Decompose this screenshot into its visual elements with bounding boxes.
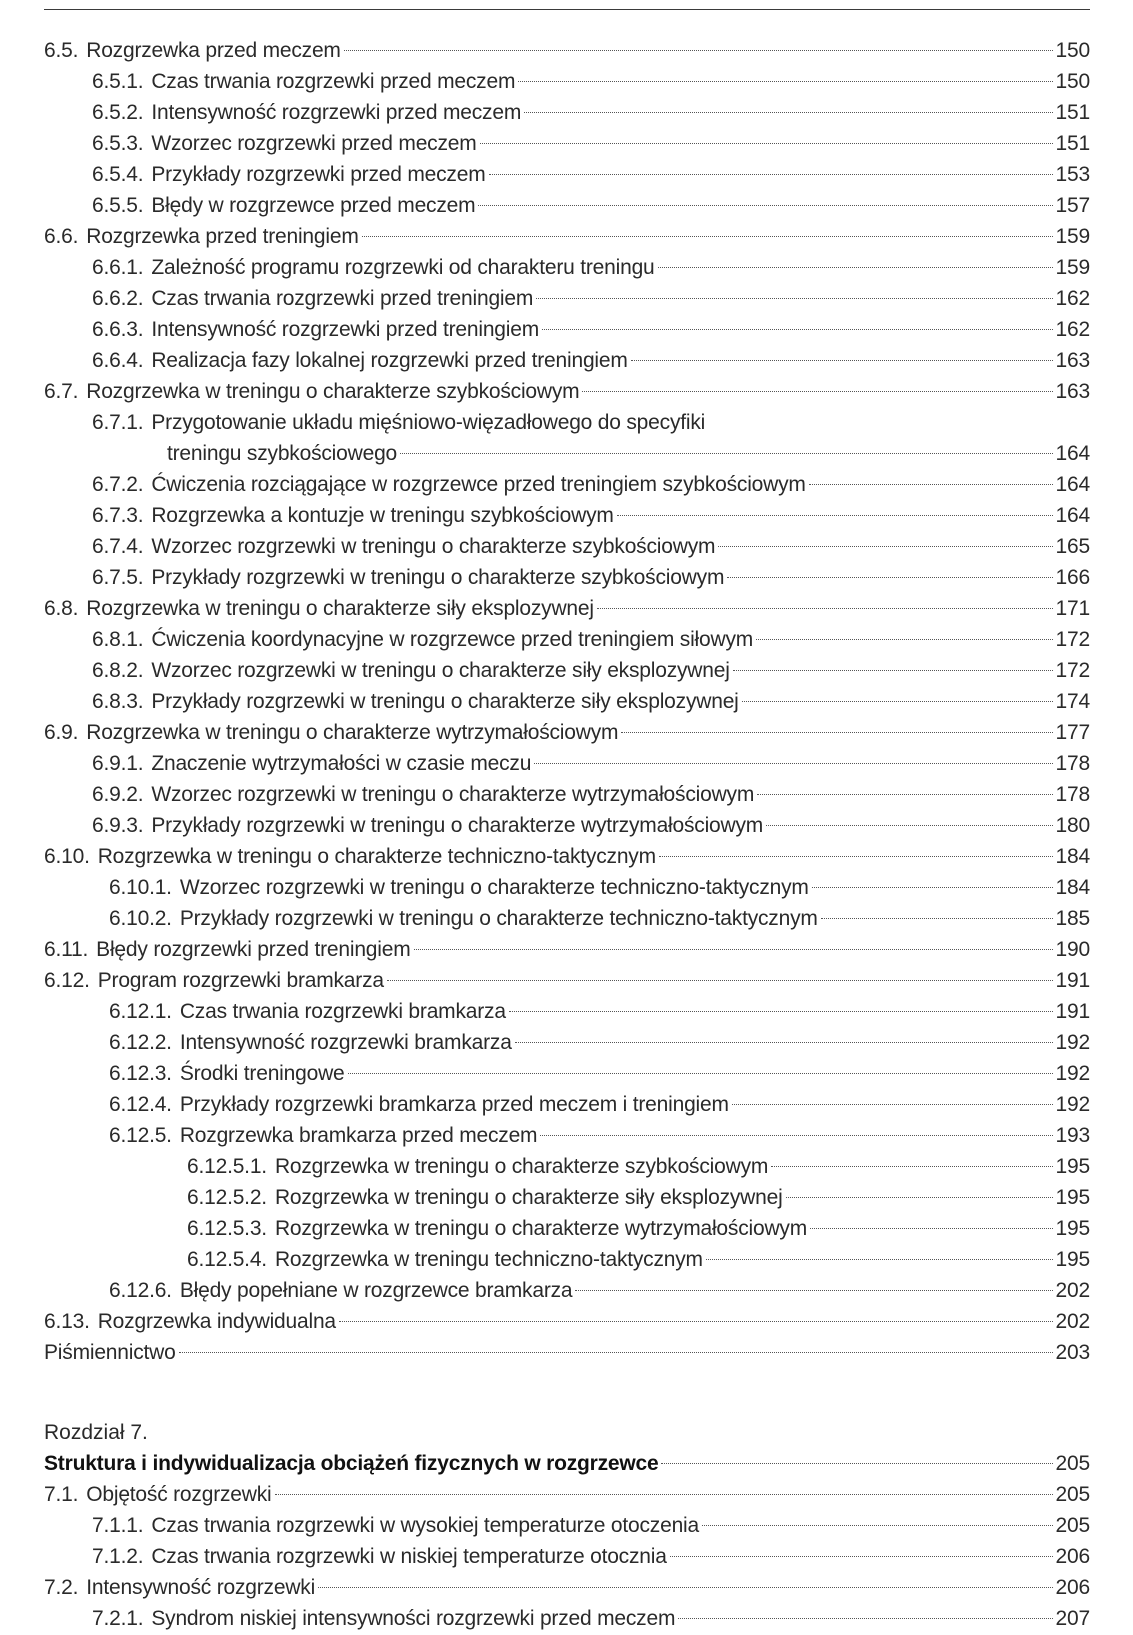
toc-entry-title: Wzorzec rozgrzewki w treningu o charakterze szybkościowym <box>151 535 716 558</box>
toc-entry <box>44 841 1090 872</box>
toc-entry-line2 <box>44 438 1090 469</box>
toc-entry <box>44 593 1090 624</box>
toc-entry <box>44 35 1090 66</box>
toc-entry-number: 7.1.2. <box>92 1545 144 1568</box>
toc-entry-title: Wzorzec rozgrzewki w treningu o charakterze siły eksplozywnej <box>151 659 730 682</box>
toc-entry-title: Rozgrzewka przed treningiem <box>86 225 359 248</box>
toc-entry-number: 6.6.3. <box>92 318 144 341</box>
toc-entry-number: 6.12.4. <box>109 1093 172 1116</box>
toc-entry <box>44 1541 1090 1572</box>
toc-entry <box>44 1244 1090 1275</box>
toc-entry <box>44 500 1090 531</box>
dot-leader <box>771 1166 1052 1167</box>
toc-entry-title: Przykłady rozgrzewki w treningu o charakterze techniczno-taktycznym <box>179 907 818 930</box>
toc-entry-title: Środki treningowe <box>179 1062 345 1085</box>
dot-leader <box>727 577 1052 578</box>
toc-entry <box>44 159 1090 190</box>
toc-entry <box>44 531 1090 562</box>
dot-leader <box>400 453 1053 454</box>
toc-entry-number: 6.5.2. <box>92 101 144 124</box>
toc-entry-page: 192 <box>1055 1062 1090 1085</box>
toc-entry-number: 6.13. <box>44 1310 90 1333</box>
toc-entry-number: 6.5. <box>44 39 79 62</box>
toc-entry-title: Rozgrzewka w treningu o charakterze siły eksplozywnej <box>274 1186 783 1209</box>
toc-entry-title: Realizacja fazy lokalnej rozgrzewki przed treningiem <box>151 349 628 372</box>
toc-entry <box>44 1510 1090 1541</box>
toc-entry-title: Rozgrzewka w treningu o charakterze wytrzymałościowym <box>274 1217 808 1240</box>
toc-entry-number: 6.6.4. <box>92 349 144 372</box>
toc-entry <box>44 562 1090 593</box>
dot-leader <box>275 1494 1053 1495</box>
toc-entry-page: 165 <box>1055 535 1090 558</box>
toc-entry <box>44 190 1090 221</box>
toc-entry <box>44 1089 1090 1120</box>
toc-entry-title: Błędy w rozgrzewce przed meczem <box>151 194 476 217</box>
toc-entry-number: 6.12.2. <box>109 1031 172 1054</box>
toc-entry-page: 162 <box>1055 287 1090 310</box>
toc-entry-page: 191 <box>1055 969 1090 992</box>
toc-entry-number: 6.12.3. <box>109 1062 172 1085</box>
dot-leader <box>542 329 1053 330</box>
toc-entry-number: 7.2.1. <box>92 1607 144 1630</box>
toc-entry-page: 159 <box>1055 256 1090 279</box>
toc-entry-title: Czas trwania rozgrzewki bramkarza <box>179 1000 506 1023</box>
dot-leader <box>757 794 1052 795</box>
toc-entry-page: 163 <box>1055 380 1090 403</box>
dot-leader <box>670 1556 1053 1557</box>
toc-entry-page: 205 <box>1055 1483 1090 1506</box>
toc-entry-number: 6.8.1. <box>92 628 144 651</box>
toc-entry-number: 6.12. <box>44 969 90 992</box>
dot-leader <box>702 1525 1053 1526</box>
toc-entry-page: 207 <box>1055 1607 1090 1630</box>
dot-leader <box>518 81 1052 82</box>
toc-entry <box>44 1213 1090 1244</box>
toc-entry-number: 6.9.1. <box>92 752 144 775</box>
dot-leader <box>706 1259 1053 1260</box>
dot-leader <box>318 1587 1052 1588</box>
dot-leader <box>344 50 1053 51</box>
toc-entry-number: 6.5.4. <box>92 163 144 186</box>
toc-entry-page: 195 <box>1055 1186 1090 1209</box>
toc-entry-title: Syndrom niskiej intensywności rozgrzewki przed meczem <box>151 1607 676 1630</box>
dot-leader <box>661 1463 1052 1464</box>
toc-entry-title: Wzorzec rozgrzewki przed meczem <box>151 132 477 155</box>
toc-entry-page: 193 <box>1055 1124 1090 1147</box>
toc-entry-title: Rozgrzewka w treningu techniczno-taktycznym <box>274 1248 703 1271</box>
toc-entry-page: 206 <box>1055 1545 1090 1568</box>
dot-leader <box>515 1042 1053 1043</box>
toc-entry-title: Program rozgrzewki bramkarza <box>97 969 384 992</box>
toc-entry-page: 203 <box>1055 1341 1090 1364</box>
dot-leader <box>809 484 1053 485</box>
toc-entry <box>44 624 1090 655</box>
dot-leader <box>534 763 1052 764</box>
toc-entry-page: 166 <box>1055 566 1090 589</box>
dot-leader <box>617 515 1053 516</box>
top-rule <box>44 9 1090 10</box>
toc-entry-title: Przygotowanie układu mięśniowo-więzadłowego do specyfiki <box>151 411 706 434</box>
toc-entry <box>44 655 1090 686</box>
toc-entry-number: 6.7.3. <box>92 504 144 527</box>
dot-leader <box>179 1352 1053 1353</box>
toc-entry-page: 162 <box>1055 318 1090 341</box>
toc-entry-number: 7.2. <box>44 1576 79 1599</box>
toc-entry <box>44 1027 1090 1058</box>
dot-leader <box>362 236 1053 237</box>
chapter-title: Struktura i indywidualizacja obciążeń fizycznych w rozgrzewce <box>44 1452 659 1475</box>
dot-leader <box>756 639 1053 640</box>
dot-leader <box>414 949 1053 950</box>
toc-entry-number: 6.12.5.3. <box>187 1217 267 1240</box>
toc-entry-title: Intensywność rozgrzewki <box>86 1576 316 1599</box>
toc-entry <box>44 1479 1090 1510</box>
toc-entry <box>44 1603 1090 1634</box>
toc-entry-page: 163 <box>1055 349 1090 372</box>
toc-entry-title: Rozgrzewka indywidualna <box>97 1310 336 1333</box>
toc-section-6-part1 <box>44 35 1090 407</box>
dot-leader <box>631 360 1053 361</box>
dot-leader <box>733 670 1053 671</box>
toc-entry-number: 6.8. <box>44 597 79 620</box>
toc-entry-page: 190 <box>1055 938 1090 961</box>
chapter-title-entry <box>44 1448 1090 1479</box>
dot-leader <box>766 825 1052 826</box>
toc-entry-page: 178 <box>1055 752 1090 775</box>
toc-entry-number: 6.12.5.2. <box>187 1186 267 1209</box>
toc-entry-title: Przykłady rozgrzewki w treningu o charakterze siły eksplozywnej <box>151 690 739 713</box>
toc-entry <box>44 376 1090 407</box>
dot-leader <box>540 1135 1052 1136</box>
toc-entry-page: 151 <box>1055 101 1090 124</box>
toc-entry-title: Błędy popełniane w rozgrzewce bramkarza <box>179 1279 573 1302</box>
toc-entry-title: Czas trwania rozgrzewki przed treningiem <box>151 287 534 310</box>
toc-entry-title: Rozgrzewka przed meczem <box>86 39 341 62</box>
dot-leader <box>732 1104 1053 1105</box>
toc-entry-page: 171 <box>1055 597 1090 620</box>
dot-leader <box>786 1197 1053 1198</box>
toc-entry-page: 172 <box>1055 659 1090 682</box>
toc-entry-page: 164 <box>1055 504 1090 527</box>
toc-entry-wrapped <box>44 407 1090 469</box>
dot-leader <box>810 1228 1053 1229</box>
toc-entry-title-continued: treningu szybkościowego <box>167 442 398 465</box>
toc-entry-number: 6.8.2. <box>92 659 144 682</box>
toc-entry <box>44 965 1090 996</box>
dot-leader <box>339 1321 1053 1322</box>
toc-section-6-part2 <box>44 469 1090 1368</box>
dot-leader <box>821 918 1053 919</box>
dot-leader <box>621 732 1052 733</box>
dot-leader <box>742 701 1053 702</box>
toc-entry <box>44 128 1090 159</box>
toc-entry <box>44 748 1090 779</box>
toc-entry <box>44 97 1090 128</box>
toc-entry-title: Intensywność rozgrzewki przed meczem <box>151 101 522 124</box>
toc-entry-page: 195 <box>1055 1217 1090 1240</box>
toc-entry-page: 195 <box>1055 1155 1090 1178</box>
dot-leader <box>524 112 1052 113</box>
toc-entry-page: 164 <box>1055 473 1090 496</box>
dot-leader <box>575 1290 1052 1291</box>
toc-entry-title: Rozgrzewka w treningu o charakterze techniczno-taktycznym <box>97 845 656 868</box>
toc-entry-title: Zależność programu rozgrzewki od charakteru treningu <box>151 256 655 279</box>
toc-entry-page: 202 <box>1055 1310 1090 1333</box>
dot-leader <box>658 267 1053 268</box>
toc-entry-number: 6.12.1. <box>109 1000 172 1023</box>
chapter-label: Rozdział 7. <box>44 1421 148 1444</box>
toc-entry-page: 150 <box>1055 70 1090 93</box>
toc-entry <box>44 686 1090 717</box>
toc-entry-title: Rozgrzewka w treningu o charakterze wytrzymałościowym <box>86 721 619 744</box>
toc-entry-title: Piśmiennictwo <box>44 1341 176 1364</box>
toc-entry-number: 6.10. <box>44 845 90 868</box>
toc-entry-number: 6.10.1. <box>109 876 172 899</box>
dot-leader <box>678 1618 1052 1619</box>
toc-entry-page: 184 <box>1055 845 1090 868</box>
toc-entry-number: 6.12.6. <box>109 1279 172 1302</box>
toc-entry-number: 6.12.5. <box>109 1124 172 1147</box>
toc-entry <box>44 1572 1090 1603</box>
dot-leader <box>812 887 1053 888</box>
toc-entry <box>44 717 1090 748</box>
toc-entry-title: Objętość rozgrzewki <box>86 1483 272 1506</box>
toc-entry-page: 192 <box>1055 1031 1090 1054</box>
toc-entry-title: Znaczenie wytrzymałości w czasie meczu <box>151 752 532 775</box>
toc-entry <box>44 1058 1090 1089</box>
toc-entry-title: Ćwiczenia rozciągające w rozgrzewce przed treningiem szybkościowym <box>151 473 806 496</box>
dot-leader <box>659 856 1053 857</box>
dot-leader <box>387 980 1053 981</box>
toc-entry-page: 150 <box>1055 39 1090 62</box>
toc-entry-page: 153 <box>1055 163 1090 186</box>
toc-entry-number: 6.12.5.1. <box>187 1155 267 1178</box>
dot-leader <box>597 608 1053 609</box>
section-gap <box>44 1368 1090 1417</box>
toc-entry-page: 205 <box>1055 1514 1090 1537</box>
toc-entry-title: Wzorzec rozgrzewki w treningu o charakterze wytrzymałościowym <box>151 783 755 806</box>
toc-entry-page: 164 <box>1055 442 1090 465</box>
toc-entry-number: 6.7.4. <box>92 535 144 558</box>
toc-entry-title: Przykłady rozgrzewki bramkarza przed meczem i treningiem <box>179 1093 729 1116</box>
toc-entry <box>44 345 1090 376</box>
toc-entry-page: 195 <box>1055 1248 1090 1271</box>
toc-entry-page: 151 <box>1055 132 1090 155</box>
toc-entry-page: 192 <box>1055 1093 1090 1116</box>
toc-entry <box>44 810 1090 841</box>
toc-entry-title: Rozgrzewka w treningu o charakterze szybkościowym <box>274 1155 769 1178</box>
toc-entry-title: Rozgrzewka w treningu o charakterze szybkościowym <box>86 380 580 403</box>
toc-entry-number: 6.6.2. <box>92 287 144 310</box>
toc-entry-page: 180 <box>1055 814 1090 837</box>
toc-entry-number: 6.7. <box>44 380 79 403</box>
toc-entry-number: 6.6. <box>44 225 79 248</box>
dot-leader <box>480 143 1053 144</box>
dot-leader <box>536 298 1052 299</box>
toc-entry-title: Przykłady rozgrzewki przed meczem <box>151 163 486 186</box>
toc-entry-page: 172 <box>1055 628 1090 651</box>
toc-entry-number: 6.7.1. <box>92 411 144 434</box>
toc-entry-page: 177 <box>1055 721 1090 744</box>
toc-entry <box>44 314 1090 345</box>
table-of-contents <box>44 35 1090 1634</box>
dot-leader <box>582 391 1052 392</box>
toc-entry-page: 184 <box>1055 876 1090 899</box>
toc-entry-title: Przykłady rozgrzewki w treningu o charakterze wytrzymałościowym <box>151 814 764 837</box>
toc-entry <box>44 1306 1090 1337</box>
toc-entry-page: 202 <box>1055 1279 1090 1302</box>
toc-entry <box>44 934 1090 965</box>
toc-entry-page: 206 <box>1055 1576 1090 1599</box>
toc-section-7 <box>44 1479 1090 1634</box>
toc-entry-number: 6.9.2. <box>92 783 144 806</box>
toc-entry-line1 <box>44 407 1090 438</box>
toc-entry-number: 6.5.1. <box>92 70 144 93</box>
toc-entry-number: 6.7.5. <box>92 566 144 589</box>
toc-entry-title: Intensywność rozgrzewki przed treningiem <box>151 318 540 341</box>
toc-entry-page: 185 <box>1055 907 1090 930</box>
toc-entry-title: Przykłady rozgrzewki w treningu o charakterze szybkościowym <box>151 566 725 589</box>
toc-entry <box>44 872 1090 903</box>
toc-entry <box>44 1151 1090 1182</box>
toc-entry-title: Intensywność rozgrzewki bramkarza <box>179 1031 512 1054</box>
toc-entry-page: 191 <box>1055 1000 1090 1023</box>
toc-entry-page: 178 <box>1055 783 1090 806</box>
dot-leader <box>478 205 1052 206</box>
toc-entry-title: Czas trwania rozgrzewki przed meczem <box>151 70 516 93</box>
toc-entry-number: 6.6.1. <box>92 256 144 279</box>
toc-entry <box>44 283 1090 314</box>
toc-entry-number: 6.5.5. <box>92 194 144 217</box>
toc-entry-title: Rozgrzewka w treningu o charakterze siły eksplozywnej <box>86 597 594 620</box>
toc-entry-number: 7.1.1. <box>92 1514 144 1537</box>
toc-entry-number: 6.9.3. <box>92 814 144 837</box>
toc-entry-number: 6.11. <box>44 938 89 961</box>
toc-entry <box>44 469 1090 500</box>
dot-leader <box>489 174 1053 175</box>
toc-entry-page: 159 <box>1055 225 1090 248</box>
toc-entry <box>44 903 1090 934</box>
toc-entry-number: 6.9. <box>44 721 79 744</box>
toc-entry-number: 7.1. <box>44 1483 79 1506</box>
toc-entry <box>44 1275 1090 1306</box>
toc-entry-number: 6.10.2. <box>109 907 172 930</box>
toc-entry-number: 6.12.5.4. <box>187 1248 267 1271</box>
toc-entry <box>44 66 1090 97</box>
chapter-page: 205 <box>1055 1452 1090 1475</box>
toc-entry-title: Rozgrzewka bramkarza przed meczem <box>179 1124 538 1147</box>
toc-entry <box>44 1337 1090 1368</box>
toc-entry-number: 6.8.3. <box>92 690 144 713</box>
toc-entry-number: 6.7.2. <box>92 473 144 496</box>
toc-entry-number: 6.5.3. <box>92 132 144 155</box>
toc-entry <box>44 779 1090 810</box>
toc-entry <box>44 1182 1090 1213</box>
toc-entry-title: Rozgrzewka a kontuzje w treningu szybkościowym <box>151 504 614 527</box>
toc-entry <box>44 252 1090 283</box>
toc-entry-title: Ćwiczenia koordynacyjne w rozgrzewce przed treningiem siłowym <box>151 628 754 651</box>
dot-leader <box>718 546 1052 547</box>
toc-entry <box>44 996 1090 1027</box>
toc-entry-title: Błędy rozgrzewki przed treningiem <box>96 938 411 961</box>
toc-entry-title: Czas trwania rozgrzewki w wysokiej temperaturze otoczenia <box>151 1514 699 1537</box>
dot-leader <box>348 1073 1053 1074</box>
toc-entry-page: 157 <box>1055 194 1090 217</box>
toc-entry-title: Czas trwania rozgrzewki w niskiej temperaturze otocznia <box>151 1545 667 1568</box>
toc-entry <box>44 1120 1090 1151</box>
toc-entry <box>44 221 1090 252</box>
dot-leader <box>509 1011 1053 1012</box>
toc-entry-page: 174 <box>1055 690 1090 713</box>
toc-entry-title: Wzorzec rozgrzewki w treningu o charakterze techniczno-taktycznym <box>179 876 809 899</box>
